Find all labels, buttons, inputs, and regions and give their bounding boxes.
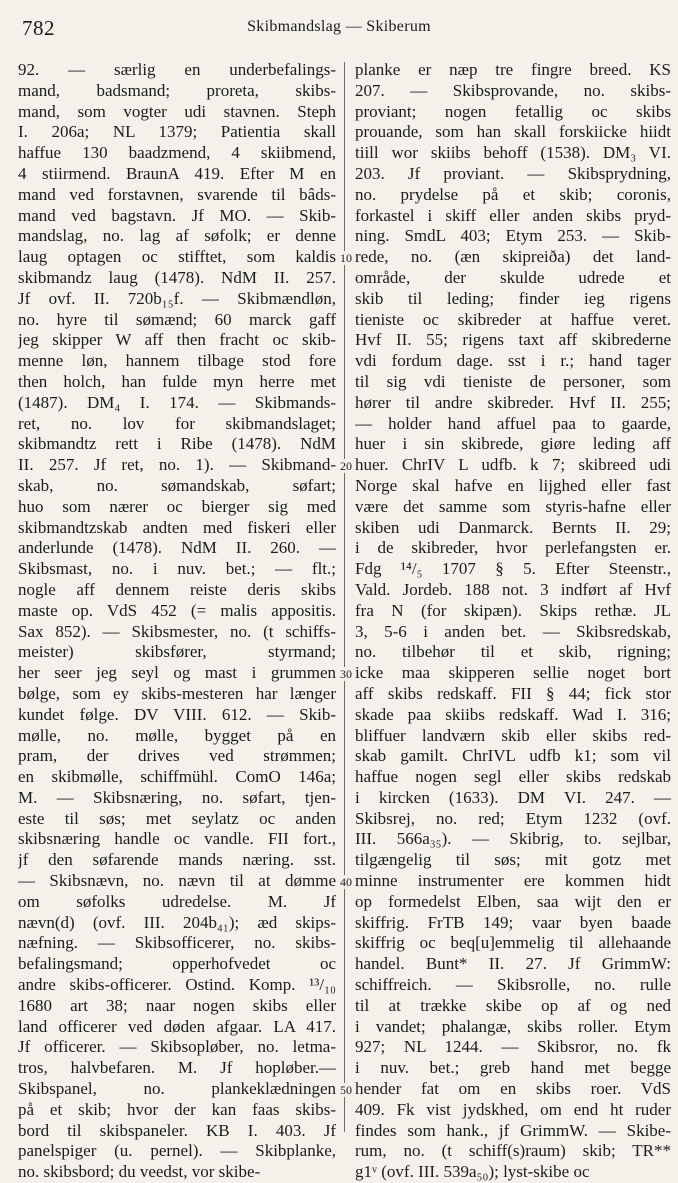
- left-column: [18, 60, 336, 1182]
- text-line: Jf officerer. — Skibsopløber, no. letma-: [18, 1037, 336, 1057]
- text-line: 203. Jf proviant. — Skibsprydning,: [355, 163, 671, 183]
- line-number-marker: 50: [337, 1083, 355, 1097]
- text-line: ning. SmdL 403; Etym 253. — Skib-: [355, 226, 671, 246]
- text-line: mølle, no. mølle, bygget på en: [18, 725, 336, 745]
- text-line: mand ved bagstavn. Jf MO. — Skib-: [18, 205, 336, 225]
- text-line: næfning. — Skibsofficerer, no. skibs-: [18, 933, 336, 953]
- text-line: være det samme som styris-hafne eller: [355, 496, 671, 516]
- text-line: mandslag, no. lag af søfolk; er denne: [18, 226, 336, 246]
- text-line: meister) skibsfører, styrmand;: [18, 642, 336, 662]
- text-line: panelspiger (u. pernel). — Skibplanke,: [18, 1141, 336, 1161]
- text-line: mand, badsmand; proreta, skibs-: [18, 80, 336, 100]
- text-line: no. skibsbord; du veedst, vor skibe-: [18, 1162, 261, 1182]
- text-line: område, der skulde udrede et: [355, 267, 671, 287]
- text-line: icke maa skipperen sellie noget bort: [355, 663, 671, 683]
- line-number-marker: 30: [337, 667, 355, 681]
- text-line: (1487). DM₄ I. 174. — Skibmands-: [18, 392, 336, 412]
- text-line: nogle aff dennem reiste deris skibs: [18, 579, 336, 599]
- text-line: i nuv. bet.; greb hand met begge: [355, 1058, 671, 1078]
- text-line: 207. — Skibsprovande, no. skibs-: [355, 80, 671, 100]
- text-line: skab, no. sømandskab, søfart;: [18, 475, 336, 495]
- column-divider: [344, 62, 345, 1132]
- text-line: handel. Bunt* II. 27. Jf GrimmW:: [355, 954, 671, 974]
- text-line: 3, 5-6 i anden bet. — Skibsredskab,: [355, 621, 671, 641]
- text-line: op formedelst Elben, saa wijt den er: [355, 891, 671, 911]
- text-line: her seer jeg seyl og mast i grummen: [18, 663, 336, 683]
- text-line: 409. Fk vist jydskhed, om end ht ruder: [355, 1099, 671, 1119]
- text-line: ret, no. lov for skibmandslaget;: [18, 413, 336, 433]
- text-line: andre skibs-officerer. Ostind. Komp. ¹³/₁₀: [18, 975, 336, 995]
- text-line: hører til andre skibreder. Hvf II. 255;: [355, 392, 671, 412]
- text-line: Vald. Jordeb. 188 not. 3 indført af Hvf: [355, 579, 671, 599]
- text-line: nævn(d) (ovf. III. 204b₄₁); æd skips-: [18, 912, 336, 932]
- text-line: jf den søfarende mands næring. sst.: [18, 850, 336, 870]
- text-line: skib til leding; finder ieg rigens: [355, 288, 671, 308]
- text-line: este til søs; met seylatz oc anden: [18, 808, 336, 828]
- text-line: haffue nogen segl eller skibs redskab: [355, 767, 671, 787]
- text-line: Norge skal hafve en lijghed eller fast: [355, 475, 671, 495]
- text-line: vdi fordum dage. sst i r.; hand tager: [355, 351, 671, 371]
- text-line: M. — Skibsnæring, no. søfart, tjen-: [18, 787, 336, 807]
- text-line: tieniste oc skibreder at haffue veret.: [355, 309, 671, 329]
- text-line: Hvf II. 55; rigens taxt aff skibrederne: [355, 330, 671, 350]
- text-line: fra N (for skipæn). Skips rethæ. JL: [355, 600, 671, 620]
- text-line: i vandet; phalangæ, skibs roller. Etym: [355, 1016, 671, 1036]
- text-line: rede, no. (æn skipreiða) det land-: [355, 247, 671, 267]
- text-line: Skibsmast, no. i nuv. bet.; — flt.;: [18, 559, 336, 579]
- text-line: mand ved forstavnen, svarende til bâds-: [18, 184, 336, 204]
- text-line: forkastel i skiff eller anden skibs pryd-: [355, 205, 671, 225]
- text-line: jeg skipper W aff then fracht oc skib-: [18, 330, 336, 350]
- text-line: en skibmølle, schiffmühl. ComO 146a;: [18, 767, 336, 787]
- text-line: — holder hand affuel paa to gaarde,: [355, 413, 671, 433]
- text-line: skiffrig oc beq[u]emmelig til allehaande: [355, 933, 671, 953]
- text-line: mand, som vogter udi stavnen. Steph: [18, 101, 336, 121]
- text-line: Fdg ¹⁴/₅ 1707 § 5. Efter Steenstr.,: [355, 559, 671, 579]
- text-line: huer i sin skibrede, giøre leding aff: [355, 434, 671, 454]
- line-number-marker: 40: [337, 875, 355, 889]
- text-line: bord til skibspaneler. KB I. 403. Jf: [18, 1120, 336, 1140]
- text-line: findes som hank., jf GrimmW. — Skibe-: [355, 1120, 671, 1140]
- text-line: 927; NL 1244. — Skibsror, no. fk: [355, 1037, 671, 1057]
- text-line: til sig vdi tieniste de personer, som: [355, 371, 671, 391]
- text-line: skab gamilt. ChrIVL udfb k1; som vil: [355, 746, 671, 766]
- text-line: no. prydelse på et skib; coronis,: [355, 184, 671, 204]
- text-line: skibmandtz rett i Ribe (1478). NdM: [18, 434, 336, 454]
- text-line: aff skibs redskaff. FII § 44; fick stor: [355, 683, 671, 703]
- text-line: land officerer ved døden afgaar. LA 417.: [18, 1016, 336, 1036]
- text-line: laug optagen oc stifftet, som kaldis: [18, 247, 336, 267]
- text-line: tiill wor skiibs behoff (1538). DM₃ VI.: [355, 143, 671, 163]
- text-line: III. 566a₃₅). — Skibrig, to. sejlbar,: [355, 829, 671, 849]
- text-line: then holch, han fulde myn herre met: [18, 371, 336, 391]
- text-line: rum, no. (t schiff(s)raum) skib; TR**: [355, 1141, 671, 1161]
- text-line: skibsnæring handle oc vandle. FII fort.,: [18, 829, 336, 849]
- text-line: om søfolks udredelse. M. Jf: [18, 891, 336, 911]
- text-line: bølge, som ey skibs-mesteren har længer: [18, 683, 336, 703]
- page-header: [0, 8, 678, 38]
- text-line: skiffrig. FrTB 149; vaar byen baade: [355, 912, 671, 932]
- text-line: kundet følge. DV VIII. 612. — Skib-: [18, 704, 336, 724]
- text-line: prouande, som han skall forskiicke hiidt: [355, 122, 671, 142]
- page-number: 782: [22, 16, 55, 40]
- text-line: skibmandz laug (1478). NdM II. 257.: [18, 267, 336, 287]
- text-line: huo som nærer oc bierger sig med: [18, 496, 336, 516]
- text-line: bliffuer landværn skib eller skibs red-: [355, 725, 671, 745]
- text-line: i kircken (1633). DM VI. 247. —: [355, 787, 671, 807]
- text-line: menne løn, hannem tilbage stod fore: [18, 351, 336, 371]
- text-line: minne instrumenter ere kommen hidt: [355, 871, 671, 891]
- text-line: i de skibreder, hvor perlefangsten er.: [355, 538, 671, 558]
- text-line: 4 stiirmend. BraunA 419. Efter M en: [18, 163, 336, 183]
- text-line: skade paa skiibs redskaff. Wad I. 316;: [355, 704, 671, 724]
- text-line: no. hyre til sømænd; 60 marck gaff: [18, 309, 336, 329]
- line-number-marker: 20: [337, 459, 355, 473]
- text-line: — Skibsnævn, no. nævn til at dømme: [18, 871, 336, 891]
- text-line: tros, halvbefaren. M. Jf hopløber.—: [18, 1058, 336, 1078]
- text-line: 92. — særlig en underbefalings-: [18, 60, 336, 79]
- text-line: maste op. VdS 452 (= malis appositis.: [18, 600, 336, 620]
- text-line: tilgængelig til søs; mit gotz met: [355, 850, 671, 870]
- text-line: Jf ovf. II. 720b₁₅f. — Skibmændløn,: [18, 288, 336, 308]
- text-line: 1680 art 38; naar nogen skibs eller: [18, 995, 336, 1015]
- text-line: befalingsmand; opperhofvedet oc: [18, 954, 336, 974]
- text-line: haffue 130 baadzmend, 4 skiibmend,: [18, 143, 336, 163]
- text-line: planke er næp tre fingre breed. KS: [355, 60, 671, 79]
- text-line: Skibsrej, no. red; Etym 1232 (ovf.: [355, 808, 671, 828]
- line-number-marker: 10: [337, 251, 355, 265]
- text-line: no. tilbehør til et skib, rigning;: [355, 642, 671, 662]
- text-line: g1ᵛ (ovf. III. 539a₅₀); lyst-skibe oc: [355, 1162, 590, 1182]
- text-line: på et skib; hvor der kan faas skibs-: [18, 1099, 336, 1119]
- text-line: huer. ChrIV L udfb. k 7; skibreed udi: [355, 455, 671, 475]
- text-line: Sax 852). — Skibsmester, no. (t schiffs-: [18, 621, 336, 641]
- text-line: pram, der drives ved strømmen;: [18, 746, 336, 766]
- text-line: hender fat om en skibs roer. VdS: [355, 1079, 671, 1099]
- text-line: Skibspanel, no. plankeklædningen: [18, 1079, 336, 1099]
- text-line: anderlunde (1478). NdM II. 260. —: [18, 538, 336, 558]
- text-line: II. 257. Jf ret, no. 1). — Skibmand-: [18, 455, 336, 475]
- text-line: skibmandtzskab andten med fiskeri eller: [18, 517, 336, 537]
- text-line: skiben udi Danmarck. Bernts II. 29;: [355, 517, 671, 537]
- text-line: proviant; nogen fetallig oc skibs: [355, 101, 671, 121]
- text-line: schiffreich. — Skibsrolle, no. rulle: [355, 975, 671, 995]
- text-line: I. 206a; NL 1379; Patientia skall: [18, 122, 336, 142]
- running-head: Skibmandslag — Skiberum: [247, 18, 431, 35]
- right-column: [355, 60, 671, 1182]
- text-line: til at trække skibe op af og ned: [355, 995, 671, 1015]
